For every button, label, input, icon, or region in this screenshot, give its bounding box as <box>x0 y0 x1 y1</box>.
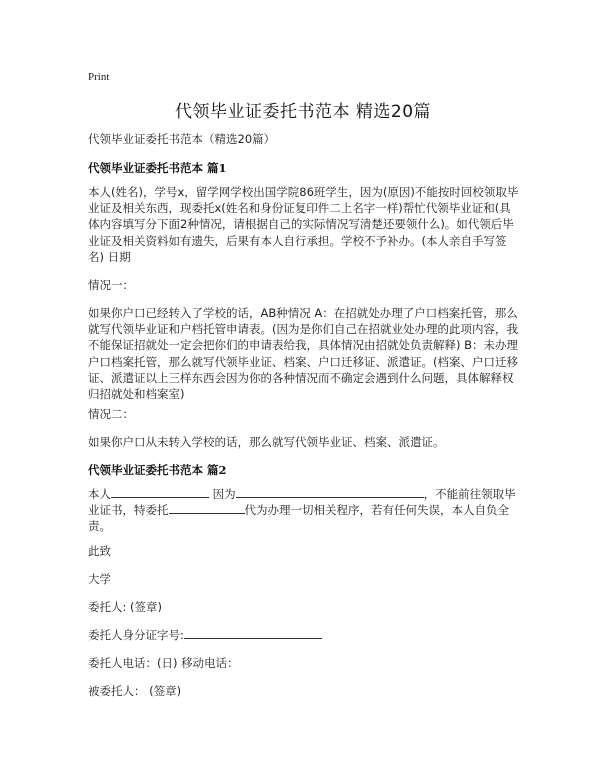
section-heading-2: 代领毕业证委托书范本 篇2 <box>88 463 227 477</box>
reason-blank[interactable] <box>236 486 424 498</box>
text-segment: 代为办理一切相关程序，若有任何失误，本人自负全责。 <box>88 503 509 534</box>
recipient: 大学 <box>88 572 111 586</box>
principal-id-label: 委托人身分证字号: <box>88 628 184 642</box>
page-title: 代领毕业证委托书范本 精选20篇 <box>174 102 432 122</box>
principal-phone: 委托人电话：(日) 移动电话： <box>88 656 239 670</box>
agent-sign: 被委托人： (签章) <box>88 684 182 698</box>
case-1-text: 如果你户口已经转入了学校的话，AB种情况 A：在招就处办理了户口档案托管，那么就写代领毕业证和户档托管申请表。(因为是你们自己在招就业处办理的此项内容，我不能保证招就处一定会把你们的申请表给我，具体情况由招就处负责解释) B：未办理户口档案托管，那么就写代领毕业证、档案、户口迁移证、派遣证。(档案、户口迁移证、派遣证以上三样东西会因为你的各种情况而不确定会遇到什么问题，具体解释权归招就处和档案室) <box>88 306 519 402</box>
text-segment: 本人 <box>88 487 111 501</box>
case-2-label: 情况二： <box>88 407 134 421</box>
section-heading-1: 代领毕业证委托书范本 篇1 <box>88 161 227 175</box>
document-subtitle: 代领毕业证委托书范本（精选20篇） <box>88 132 276 146</box>
name-blank[interactable] <box>111 486 209 498</box>
id-number-blank[interactable] <box>184 627 322 639</box>
text-segment: 因为 <box>209 487 236 501</box>
agent-blank[interactable] <box>169 502 245 514</box>
principal-id-line <box>88 627 520 643</box>
section-2-body <box>88 486 520 535</box>
text-segment: ，不能前往领取毕业证书，特委托 <box>88 487 516 518</box>
print-label[interactable]: Print <box>88 71 110 83</box>
case-1-label: 情况一： <box>88 278 134 292</box>
section-1-intro: 本人(姓名)，学号x，留学网学校出国学院86班学生，因为(原因)不能按时回校领取毕业证及相关东西，现委托x(姓名和身份证复印件二上名字一样)帮忙代领毕业证和(具体内容填写分下面2种情况，请根据自己的实际情况写清楚还要领什么)。如代领后毕业证及相关资料如有遗失，后果有本人自行承担。学校不予补办。(本人亲自手写签名) 日期 <box>88 185 519 264</box>
salutation: 此致 <box>88 544 111 558</box>
principal-sign: 委托人: (签章) <box>88 600 163 614</box>
case-2-text: 如果你户口从未转入学校的话，那么就写代领毕业证、档案、派遣证。 <box>88 435 445 449</box>
